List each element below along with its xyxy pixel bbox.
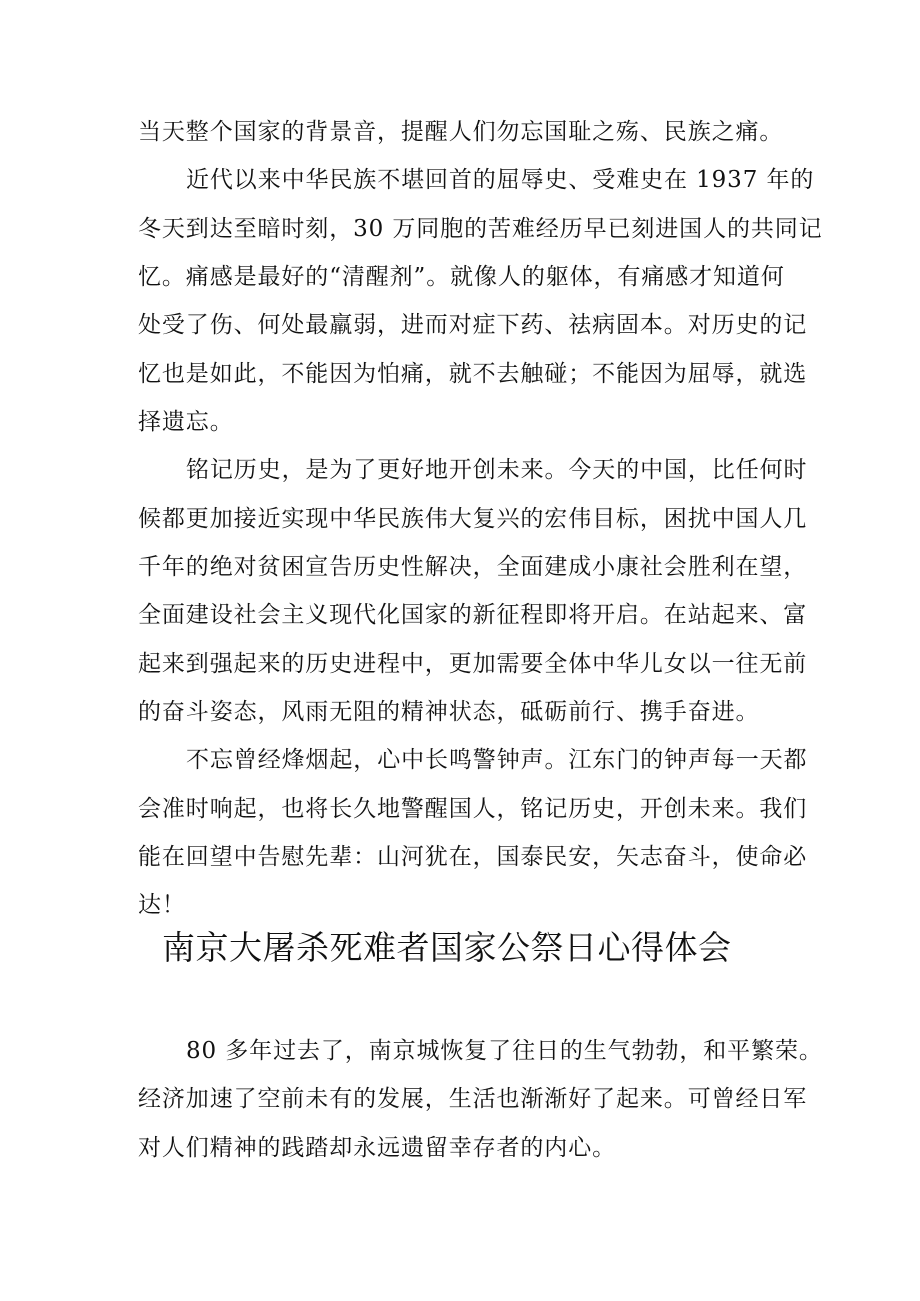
paragraph-line: 当天整个国家的背景音，提醒人们勿忘国耻之殇、民族之痛。	[138, 119, 784, 145]
paragraph-line: 起来到强起来的历史进程中，更加需要全体中华儿女以一往无前	[138, 651, 808, 677]
paragraph-line: 全面建设社会主义现代化国家的新征程即将开启。在站起来、富	[138, 602, 808, 628]
paragraph-line: 的奋斗姿态，风雨无阻的精神状态，砥砺前行、携手奋进。	[138, 699, 760, 725]
paragraph-line: 会准时响起，也将长久地警醒国人，铭记历史，开创未来。我们	[138, 796, 808, 822]
paragraph-line: 忆也是如此，不能因为怕痛，就不去触碰；不能因为屈辱，就选	[138, 361, 808, 387]
paragraph-line: 经济加速了空前未有的发展，生活也渐渐好了起来。可曾经日军	[138, 1086, 808, 1112]
paragraph-line: 铭记历史，是为了更好地开创未来。今天的中国，比任何时	[186, 457, 808, 483]
paragraph-line: 不忘曾经烽烟起，心中长鸣警钟声。江东门的钟声每一天都	[186, 747, 808, 773]
article-title: 南京大屠杀死难者国家公祭日心得体会	[162, 928, 732, 967]
paragraph-line: 80 多年过去了，南京城恢复了往日的生气勃勃，和平繁荣。	[186, 1038, 823, 1064]
paragraph-line: 冬天到达至暗时刻，30 万同胞的苦难经历早已刻进国人的共同记	[138, 216, 823, 242]
paragraph-line: 近代以来中华民族不堪回首的屈辱史、受难史在 1937 年的	[186, 167, 815, 193]
paragraph-line: 千年的绝对贫困宣告历史性解决，全面建成小康社会胜利在望，	[138, 554, 808, 580]
paragraph-line: 能在回望中告慰先辈：山河犹在，国泰民安，矢志奋斗，使命必	[138, 844, 808, 870]
paragraph-line: 忆。痛感是最好的“清醒剂”。就像人的躯体，有痛感才知道何	[138, 264, 785, 290]
paragraph-line: 候都更加接近实现中华民族伟大复兴的宏伟目标，困扰中国人几	[138, 506, 808, 532]
paragraph-line: 对人们精神的践踏却永远遗留幸存者的内心。	[138, 1135, 616, 1161]
paragraph-line: 择遗忘。	[138, 409, 234, 435]
paragraph-line: 达！	[138, 892, 186, 918]
paragraph-line: 处受了伤、何处最羸弱，进而对症下药、祛病固本。对历史的记	[138, 312, 808, 338]
